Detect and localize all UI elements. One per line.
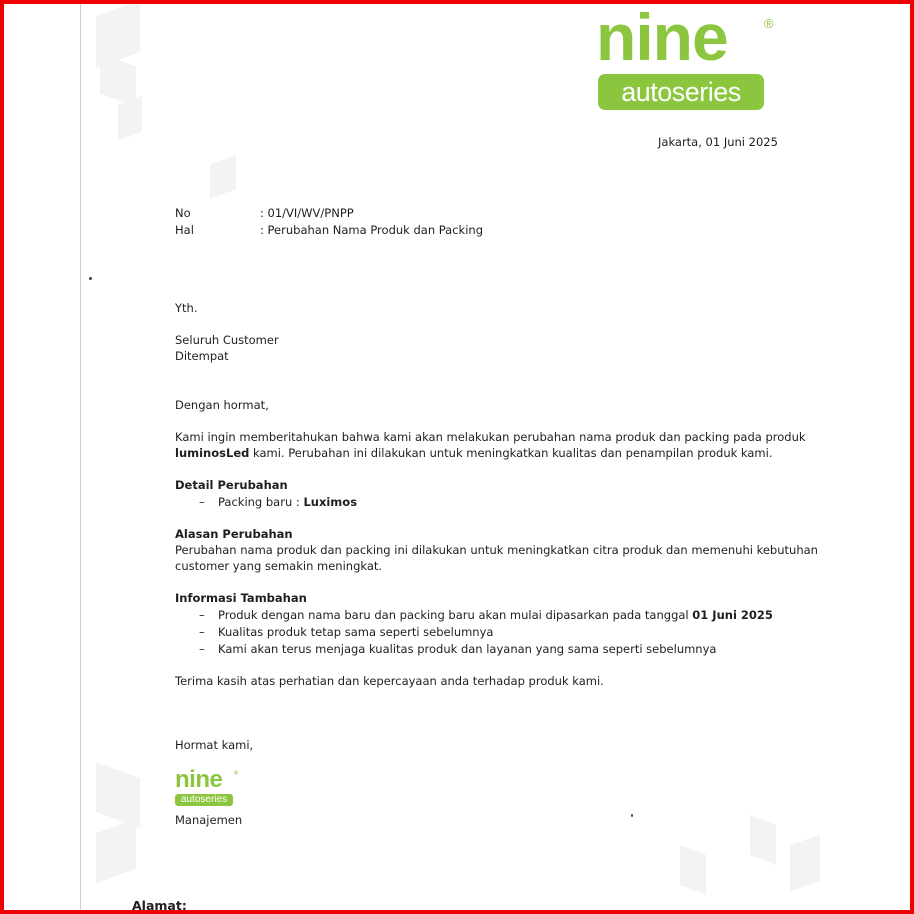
place-date: Jakarta, 01 Juni 2025 (658, 135, 778, 149)
recipient-yth: Yth. (175, 301, 198, 315)
reason-line1: Perubahan nama produk dan packing ini dilakukan untuk meningkatkan citra produk dan memenuhi kebutuhan (175, 543, 818, 557)
bullet-dash: – (199, 642, 205, 656)
watermark-shape (750, 815, 776, 864)
info-item-1 (218, 607, 773, 623)
logo-registered-mark: ® (233, 770, 239, 777)
detail-item-label: Packing baru : (218, 495, 304, 509)
address-label: Alamat: (132, 898, 187, 913)
header-logo (596, 0, 780, 112)
closing-text: Hormat kami, (175, 738, 254, 752)
thanks-text: Terima kasih atas perhatian dan kepercayaan anda terhadap produk kami. (175, 674, 604, 688)
reason-line2: customer yang semakin meningkat. (175, 559, 383, 573)
bullet-dash: – (199, 625, 205, 639)
intro-line1: Kami ingin memberitahukan bahwa kami akan melakukan perubahan nama produk dan packing pada produk (175, 430, 806, 444)
recipient-line2: Ditempat (175, 349, 229, 363)
greeting: Dengan hormat, (175, 398, 269, 412)
logo-subtitle: autoseries (175, 794, 233, 806)
signer-name: Manajemen (175, 813, 243, 827)
product-name: luminosLed (175, 446, 250, 460)
bullet-dash: – (199, 608, 205, 622)
hal-value: : Perubahan Nama Produk dan Packing (260, 223, 483, 237)
info-item-1-text: Produk dengan nama baru dan packing baru akan mulai dipasarkan pada tanggal (218, 608, 693, 622)
no-value: : 01/VI/WV/PNPP (260, 206, 354, 220)
recipient-line1: Seluruh Customer (175, 333, 279, 347)
detail-item (218, 494, 357, 510)
watermark-shape (790, 835, 820, 892)
info-item-1-date: 01 Juni 2025 (692, 608, 773, 622)
scan-speck (631, 814, 633, 817)
signature-logo (175, 766, 239, 808)
logo-subtitle: autoseries (598, 74, 764, 110)
margin-line (80, 0, 81, 914)
detail-heading: Detail Perubahan (175, 478, 288, 492)
logo-wordmark: nine (175, 766, 223, 793)
logo-registered-mark: ® (764, 16, 774, 31)
info-item-2: Kualitas produk tetap sama seperti sebelumnya (218, 625, 494, 639)
hal-label: Hal (175, 223, 194, 237)
intro-line2 (175, 445, 772, 461)
scan-speck (89, 277, 92, 280)
info-heading: Informasi Tambahan (175, 591, 307, 605)
info-item-3: Kami akan terus menjaga kualitas produk dan layanan yang sama seperti sebelumnya (218, 642, 717, 656)
watermark-shape (118, 96, 142, 141)
bullet-dash: – (199, 495, 205, 509)
reason-heading: Alasan Perubahan (175, 527, 293, 541)
no-label: No (175, 206, 191, 220)
detail-item-value: Luximos (303, 495, 358, 509)
watermark-shape (96, 819, 136, 884)
intro-line2-rest: kami. Perubahan ini dilakukan untuk meningkatkan kualitas dan penampilan produk kami. (249, 446, 773, 460)
logo-wordmark: nine (596, 0, 728, 74)
watermark-shape (210, 155, 236, 198)
watermark-shape (96, 762, 140, 828)
watermark-shape (680, 845, 706, 894)
